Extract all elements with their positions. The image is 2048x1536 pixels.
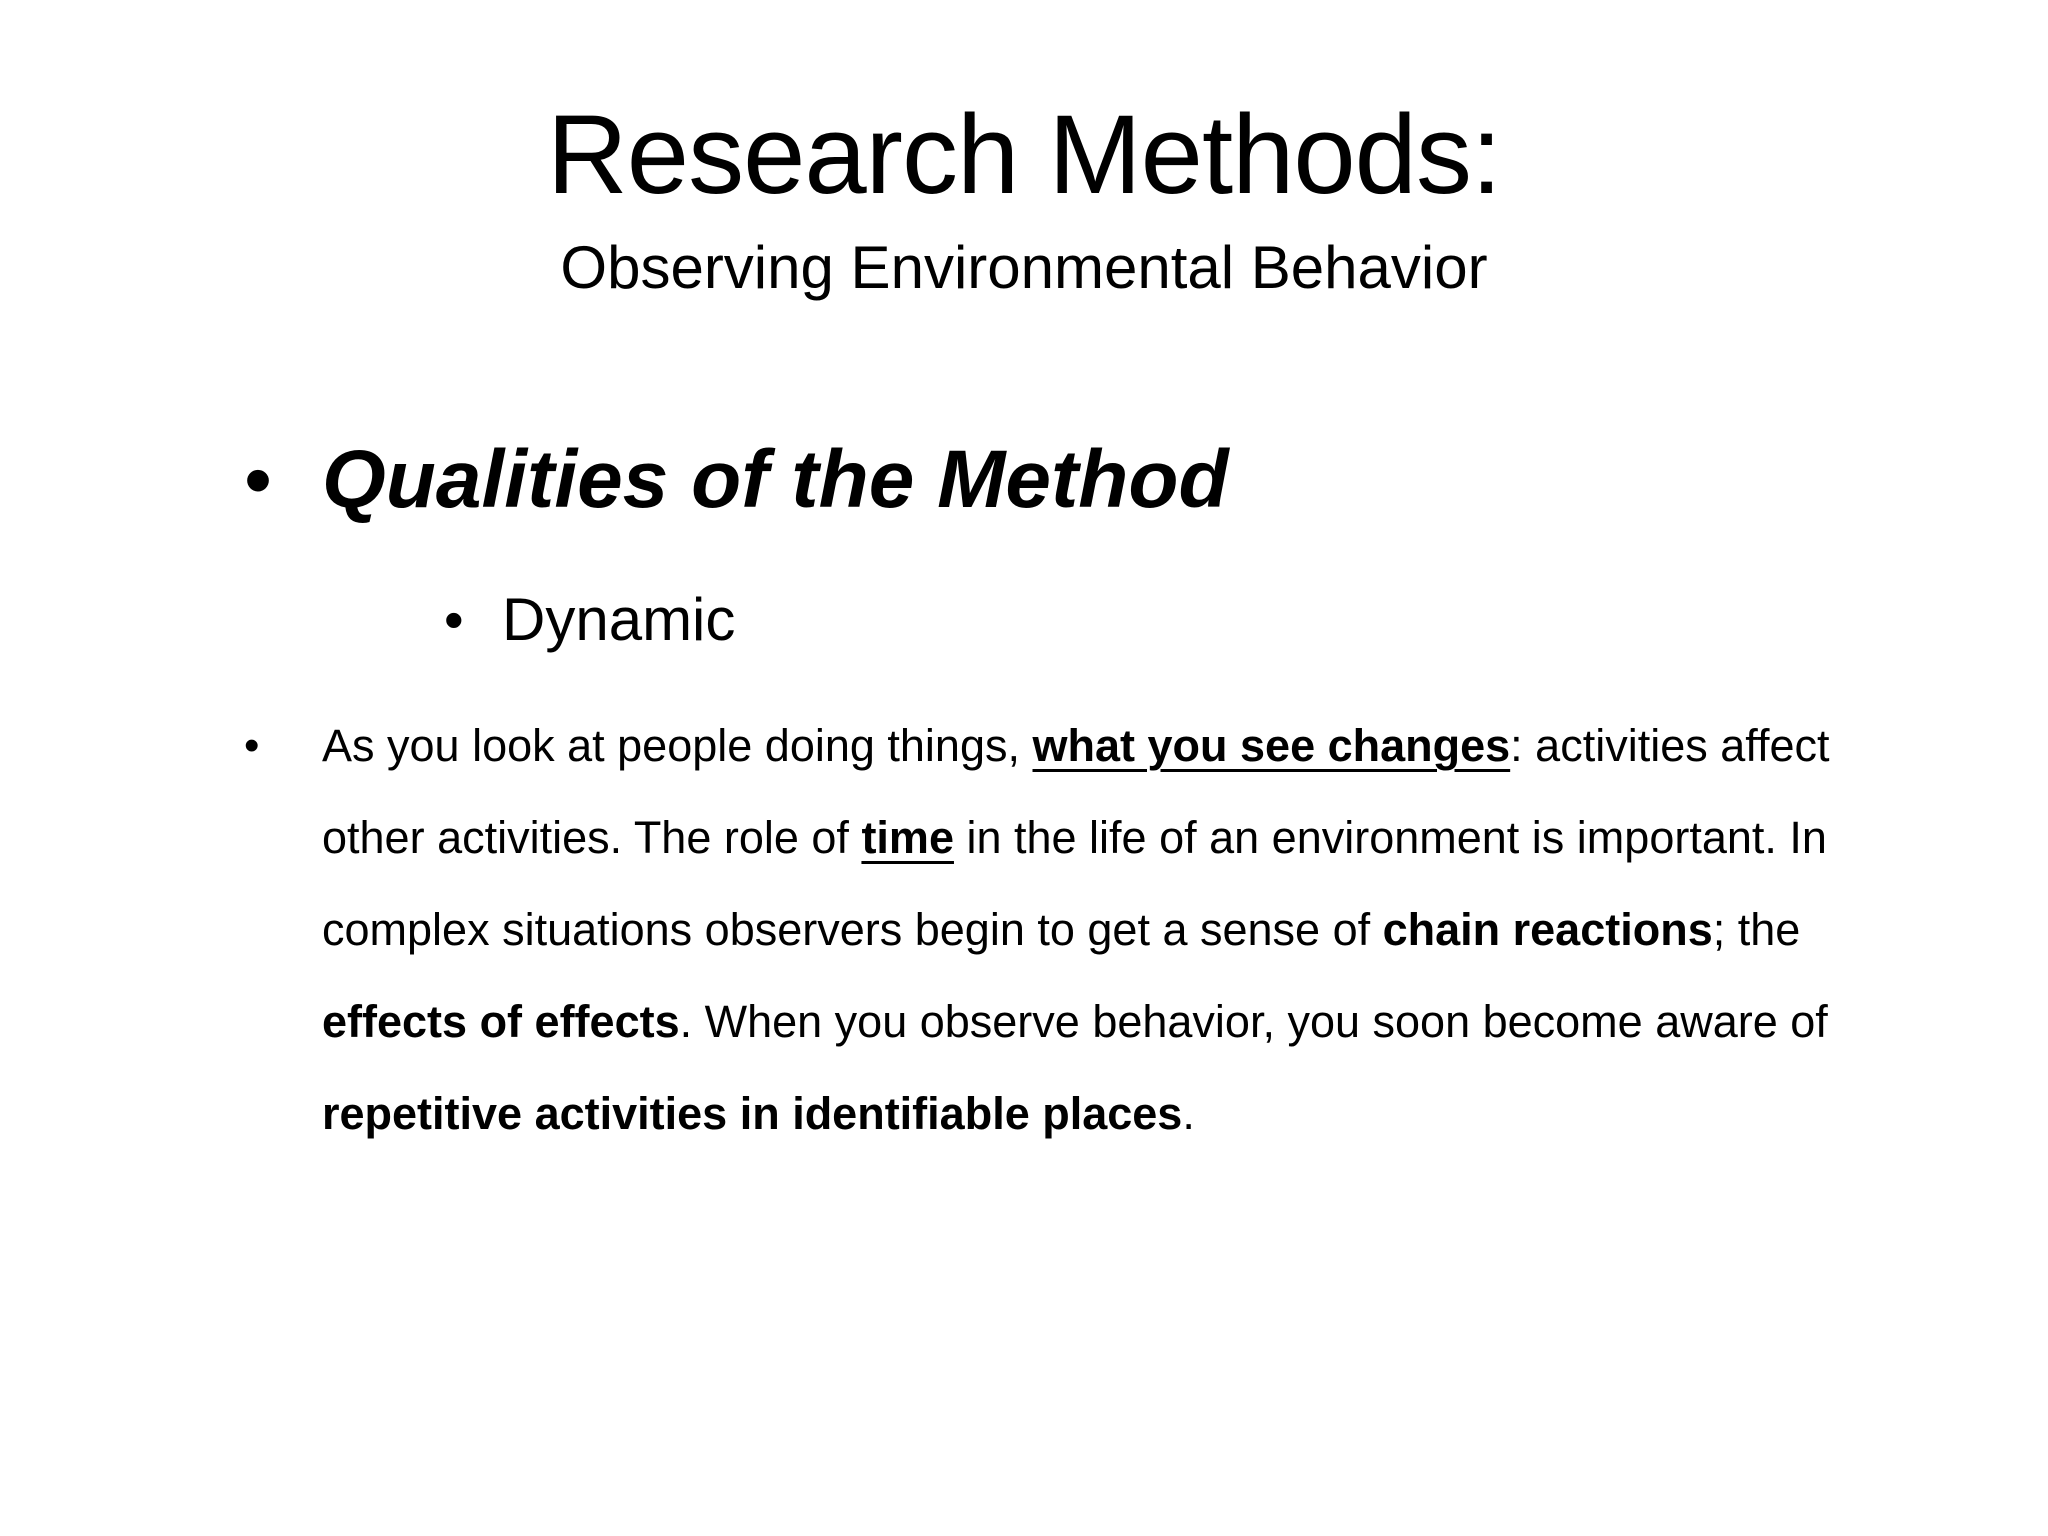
paragraph-bullet	[244, 700, 1944, 1160]
slide-subtitle: Observing Environmental Behavior	[560, 234, 1488, 301]
paragraph-segment: ; the	[1712, 904, 1801, 955]
paragraph-segment: .	[1182, 1088, 1195, 1139]
emphasis-effects-of-effects: effects of effects	[322, 996, 680, 1047]
sub-bullet	[444, 582, 735, 658]
bullet-icon: •	[444, 588, 464, 651]
emphasis-what-you-see-changes: what you see changes	[1032, 720, 1511, 771]
bullet-icon: •	[244, 721, 260, 770]
slide-title: Research Methods:	[546, 92, 1502, 217]
paragraph-segment: As you look at people doing things,	[322, 720, 1033, 771]
emphasis-chain-reactions: chain reactions	[1382, 904, 1713, 955]
paragraph-segment: in the life of an environment is important. In complex situations observers begin to get a sense of	[322, 812, 1827, 955]
paragraph-segment: . When you observe behavior, you soon become aware of	[679, 996, 1828, 1047]
heading-bullet	[244, 430, 1229, 530]
emphasis-time: time	[861, 812, 954, 863]
paragraph-text	[322, 700, 1922, 1160]
heading-bullet-text: Qualities of the Method	[322, 434, 1229, 525]
sub-bullet-text: Dynamic	[502, 586, 736, 653]
emphasis-repetitive-activities: repetitive activities in identifiable places	[322, 1088, 1183, 1139]
paragraph-segment: : activities affect other activities. The role of	[322, 720, 1830, 863]
bullet-icon: •	[244, 435, 273, 524]
